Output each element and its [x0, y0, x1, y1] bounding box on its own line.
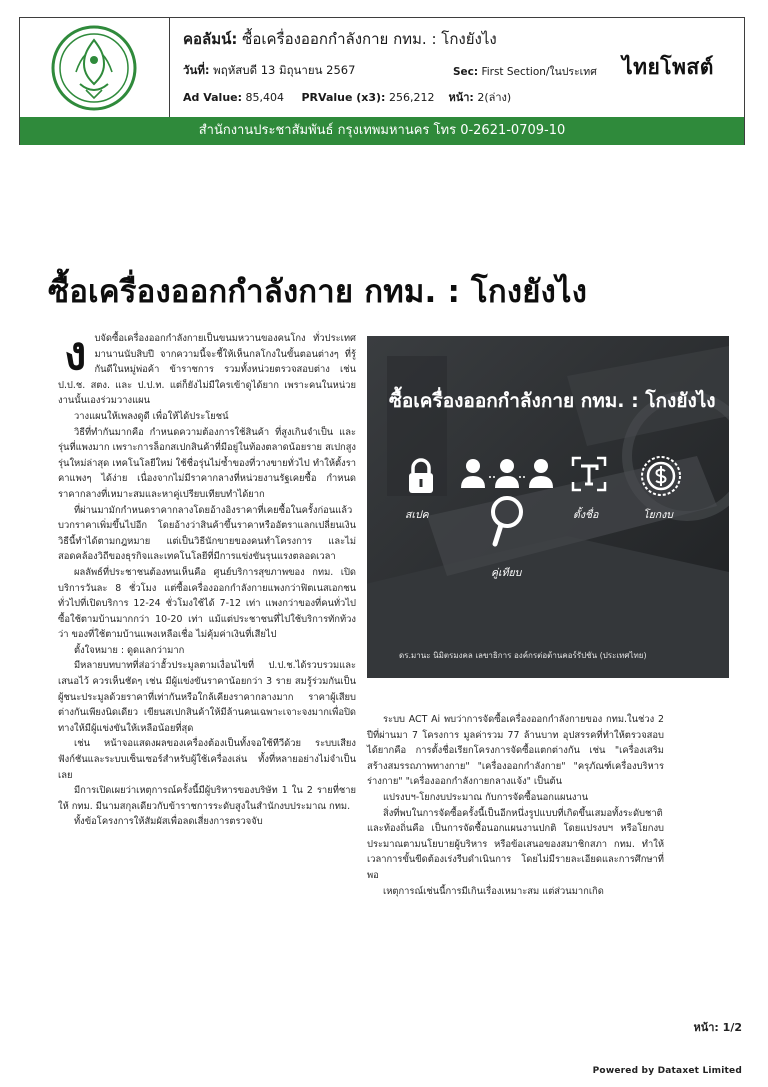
- article-paragraph: ทั้งข้อโครงการให้สัมผัสเพื่อลดเสี่ยงการตรวจจับ: [74, 816, 263, 828]
- publication-name: ไทยโพสต์: [622, 55, 714, 79]
- clipping-header: [19, 17, 745, 145]
- date-row: [183, 62, 355, 80]
- coin-icon: [639, 454, 683, 498]
- article-paragraph: เช่น หน้าจอแสดงผลของเครื่องต้องเป็นทั้งจอใช้ทีวีด้วย ระบบเสียง ฟังก์ชันและระบบเซ็นเซอร์สำหรับผู้ใช้เครื่องเล่น ทั้งที่หลายอย่างไม่จำเป็นเลย: [58, 738, 356, 781]
- article-paragraph: สิ่งที่พบในการจัดซื้อครั้งนี้เป็นอีกหนึ่งรูปแบบที่เกิดขึ้นเสมอทั้งระดับชาติและท้องถิ่นคือ เป็นการจัดซื้อนอกแผนงานปกติ โดยแปรงบฯ หรือโยกงบประมาณตามนโยบายผู้บริหาร หรือข้อเสนอของสมาชิกสภา กทม. ทำให้เวลาการขั้นขีดต้องเร่งรีบดำเนินการ โดยไม่มีรายละเอียดและการศึกษาที่พอ: [367, 807, 664, 881]
- infographic-title: ซื้อเครื่องออกกำลังกาย กทม. : โกงยังไง: [389, 390, 716, 412]
- powered-by: Powered by Dataxet Limited: [592, 1066, 742, 1076]
- article-paragraph: บจัดซื้อเครื่องออกกำลังกายเป็นขนมหวานของคนโกง ทั่วประเทศมานานนับสิบปี จากความนี้จะชี้ให้เห็นกลโกงในขั้นตอนต่างๆ ที่รู้กันดีในหมู่พ่อค้า ข้าราชการ รวมทั้งหน่วยตรวจสอบต่าง เช่น ป.ป.ช. สตง. และ ป.ป.ท. แต่ก็ยังไม่มีใครเข้าดูได้ยาก เพราะคนในหน่วยงานนั้นเองร่วมวางแผน: [58, 333, 356, 407]
- section-value: First Section/ในประเทศ: [481, 66, 597, 78]
- article-paragraph: มีหลายบทบาทที่ส่อว่าฮั้วประมูลตามเงื่อนไขที่ ป.ป.ช.ได้รวบรวมและเสนอไว้ ควรเห็นชัดๆ เช่น มีผู้แข่งขันราคาน้อยกว่า 3 ราย สมรู้ร่วมกันเป็นผู้ชนะประมูลด้วยราคาที่เท่ากันหรือใกล้เคียงราคากลางมาก ราคาผู้เสียบต่างกันเพียงนิดเดียว เขียนสเปกสินค้าให้มีล้านคนเฉพาะเจาะจงมากเพื่อปิดทางให้มีผู้แข่งขันให้เหลือน้อยที่สุด: [58, 660, 356, 734]
- ad-value-label: Ad Value:: [183, 91, 243, 104]
- article-paragraph: ผลลัพธ์ที่ประชาชนต้องทนเห็นคือ ศูนย์บริการสุขภาพของ กทม. เปิดบริการวันละ 8 ชั่วโมง แต่ซื้อเครื่องออกกำลังกายแพงกว่าฟิตเนสเอกชนทั่วไปที่เปิดบริการ 12-24 ชั่วโมงใช้ได้ 7-12 เท่า แพงกว่าของที่คนทั่วไปซื้อใช้ตามบ้านมากกว่า 10-20 เท่า แม้แต่ประชาชนที่ไปใช้บริการทักท้วงว่า ของที่ใช้ตามบ้านแพงเหลือเชื่อ ไม่คุ้มค่าเงินที่เสียไป: [58, 566, 356, 641]
- article-paragraph: วางแผนให้เพลงดูดี เพื่อให้ได้ประโยชน์: [74, 410, 229, 422]
- article-paragraph: ที่ผ่านมามักกำหนดราคากลางโดยอ้างอิงราคาที่เคยซื้อในครั้งก่อนแล้วบวกราคาเพิ่มขึ้นไปอีก โดยอ้างว่าสินค้าขึ้นราคาหรืออัตราแลกเปลี่ยนเงิน วิธีนี้ทำได้ตามกฎหมาย แต่เป็นวิธีนักขายของคนทำโครงการ และไม่สอดคล้องวิถีของธุรกิจและเทคโนโลยีที่มีการแข่งขันรุนแรงตลอดเวลา: [58, 504, 356, 563]
- page-number-value: 1/2: [722, 1021, 742, 1034]
- pr-value-label: PRValue (x3):: [301, 91, 386, 104]
- article-paragraph: วิธีที่ทำกันมากคือ กำหนดความต้องการใช้สินค้า ที่สูงเกินจำเป็น และรุ่นที่แพงมาก เพราะการล็อกสเปกสินค้าที่มีอยู่ในท้องตลาดน้อยราย สเปกสูงรุ่นใหม่ล่าสุด เทคโนโลยีใหม่ ใช้ชื่อรุ่นไม่ซ้ำของที่วางขายทั่วไป ทำให้ตั้งราคาแพงๆ ได้ง่าย เนื่องจากไม่มีราคากลางที่หน่วยงานรัฐเคยซื้อ กำหนดราคากลางที่เหมาะสมและหาคู่เปรียบเทียบทำได้ยาก: [58, 426, 356, 500]
- section-label: Sec:: [453, 66, 479, 78]
- ad-value: 85,404: [245, 91, 285, 104]
- logo-cell: [20, 18, 170, 117]
- infographic-label-budget: โยกงบ: [643, 509, 673, 521]
- column-label: คอลัมน์:: [183, 30, 238, 48]
- section-row: [453, 63, 597, 80]
- office-bar: สำนักงานประชาสัมพันธ์ กรุงเทพมหานคร โทร 0-2621-0709-10: [20, 117, 744, 145]
- article-headline: ซื้อเครื่องออกกำลังกาย กทม. : โกงยังไง: [48, 274, 588, 310]
- date-value: พฤหัสบดี 13 มิถุนายน 2567: [213, 63, 356, 77]
- text-frame-icon: [571, 456, 607, 492]
- magnifier-people-icon: [459, 456, 555, 552]
- clipping-info: [171, 18, 597, 117]
- bangkok-seal-icon: [50, 24, 138, 112]
- infographic-label-spec: สเปค: [405, 509, 429, 521]
- column-row: [183, 27, 497, 51]
- page-value: 2(ล่าง): [477, 91, 512, 104]
- publication-cell: [591, 18, 745, 117]
- article-subhead: แปรงบฯ-โยกงบประมาณ กับการจัดซื้อนอกแผนงาน: [383, 791, 589, 803]
- date-label: วันที่:: [183, 63, 210, 77]
- value-row: [183, 88, 511, 106]
- page-number-label: หน้า:: [693, 1021, 719, 1034]
- pr-value: 256,212: [388, 91, 435, 104]
- column-title: ซื้อเครื่องออกกำลังกาย กทม. : โกงยังไง: [242, 30, 497, 48]
- page-number: [693, 1018, 742, 1036]
- lock-icon: [407, 458, 435, 494]
- infographic-label-compare: คู่เทียบ: [491, 567, 522, 579]
- photo-caption: ดร.มานะ นิมิตรมงคล เลขาธิการ องค์กรต่อต้านคอร์รัปชัน (ประเทศไทย): [399, 651, 647, 660]
- infographic-label-naming: ตั้งชื่อ: [573, 509, 599, 521]
- article-paragraph: มีการเปิดเผยว่าเหตุการณ์ครั้งนี้มีผู้บริหารของบริษัท 1 ใน 2 รายที่ชายให้ กทม. มีนามสกุลเดียวกับข้าราชการระดับสูงในสำนักงบประมาณ กทม.: [58, 785, 356, 812]
- article-paragraph: เหตุการณ์เช่นนี้การมีเกินเรื่องเหมาะสม แต่ส่วนมากเกิด: [383, 885, 604, 897]
- infographic-photo: [367, 336, 729, 678]
- article-left-column: [58, 326, 356, 830]
- article-subhead: ตั้งใจหมาย : ดูดแลกว่ามาก: [74, 644, 185, 656]
- article-paragraph: ระบบ ACT Ai พบว่าการจัดซื้อเครื่องออกกำลังกายของ กทม.ในช่วง 2 ปีที่ผ่านมา 7 โครงการ มูลค่ารวม 77 ล้านบาท อุปสรรคที่ทำให้ตรวจสอบได้ยากคือ การตั้งชื่อเรียกโครงการจัดซื้อแตกต่างกัน เช่น "เครื่องเสริมสร้างสมรรถภาพทางกาย" "เครื่องออกกำลังกาย" "ครุภัณฑ์เครื่องบริหารร่างกาย" "เครื่องออกกำลังกายกลางแจ้ง" เป็นต้น: [367, 714, 664, 788]
- drop-cap: ง: [64, 326, 87, 380]
- article-right-column: [367, 712, 664, 899]
- page-label: หน้า:: [448, 91, 474, 104]
